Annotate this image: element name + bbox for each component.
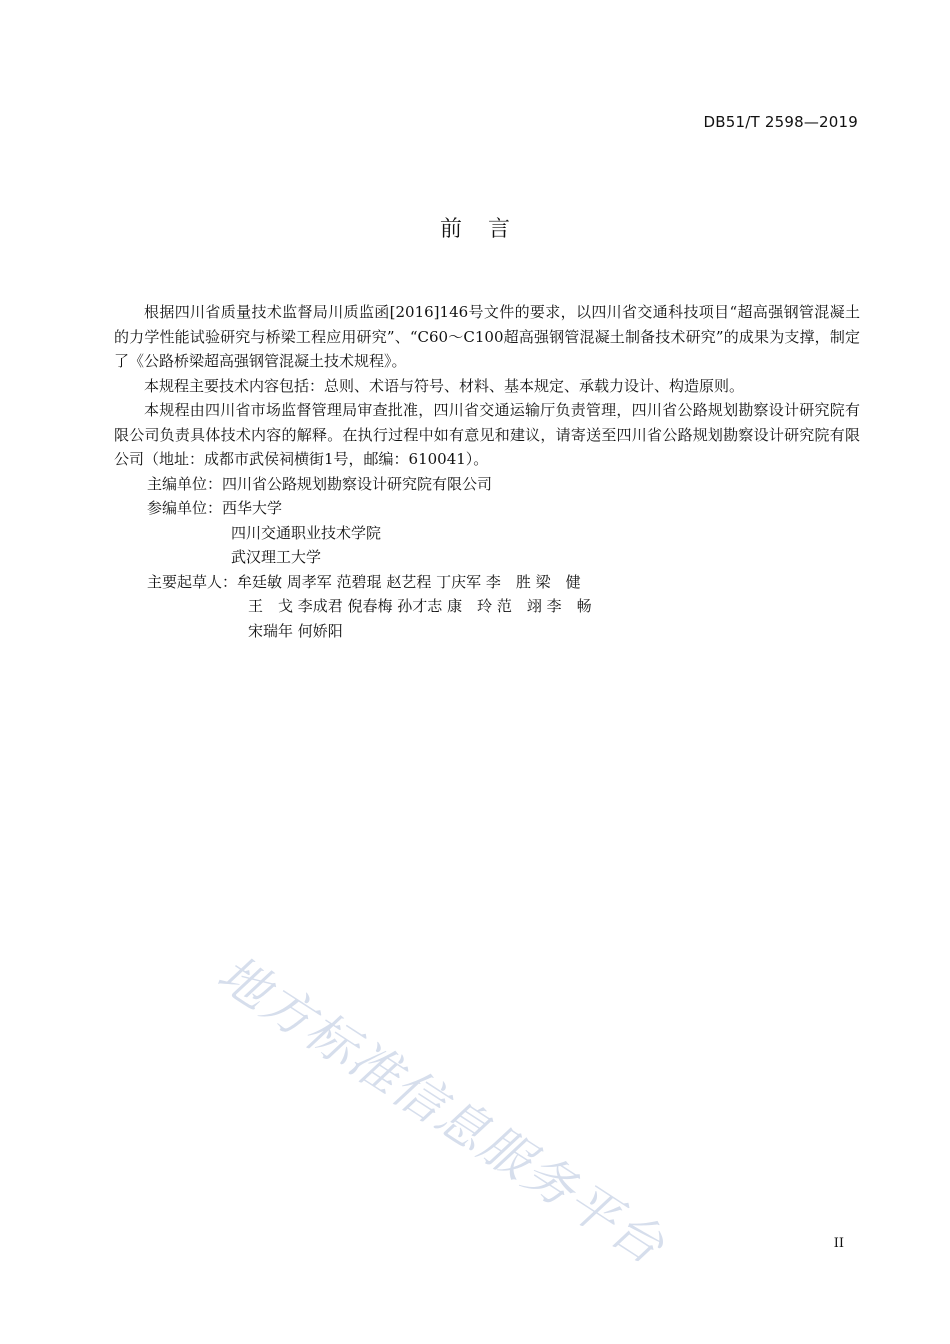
participating-unit-name: 武汉理工大学: [231, 548, 322, 566]
chief-unit-label: 主编单位：: [147, 474, 223, 493]
paragraph-management: 本规程由四川省市场监督管理局审查批准，四川省交通运输厅负责管理，四川省公路规划勘察设计研究院有限公司负责具体技术内容的解释。在执行过程中如有意见和建议，请寄送至四川省公路规划勘察设计研究院有限公司（地址：成都市武侯祠横街1号，邮编：610041）。: [114, 401, 860, 468]
page-number: II: [833, 1236, 844, 1251]
drafters-row: [114, 619, 860, 644]
foreword-body: [114, 300, 860, 643]
participating-unit-name: 西华大学: [222, 499, 283, 517]
page-title: 前言: [439, 217, 536, 242]
participating-unit-row: [114, 545, 860, 570]
drafters-row: [114, 594, 860, 619]
drafters-names: 王 戈 李成君 倪春梅 孙才志 康 玲 范 翊 李 畅: [248, 597, 592, 615]
drafters-names: 牟廷敏 周孝军 范碧琨 赵艺程 丁庆军 李 胜 梁 健: [237, 572, 581, 591]
drafters-row: [114, 570, 860, 595]
document-code: DB51/T 2598—2019: [703, 113, 858, 131]
participating-unit-row: [114, 521, 860, 546]
drafters-names: 宋瑞年 何娇阳: [248, 621, 343, 640]
paragraph-contents: 本规程主要技术内容包括：总则、术语与符号、材料、基本规定、承载力设计、构造原则。: [144, 376, 745, 395]
participating-unit-row: [114, 496, 860, 521]
paragraph-basis: 根据四川省质量技术监督局川质监函[2016]146号文件的要求，以四川省交通科技项目“超高强钢管混凝土的力学性能试验研究与桥梁工程应用研究”、“C60～C100超高强钢管混凝土制备技术研究”的成果为支撑，制定了《公路桥梁超高强钢管混凝土技术规程》。: [114, 303, 860, 370]
drafters-label: 主要起草人：: [147, 572, 238, 591]
participating-unit-label: 参编单位：: [147, 499, 223, 517]
participating-unit-name: 四川交通职业技术学院: [231, 523, 382, 542]
chief-unit-name: 四川省公路规划勘察设计研究院有限公司: [222, 474, 493, 493]
watermark: 地方标准信息服务平台: [207, 944, 676, 1277]
chief-unit-row: [114, 472, 860, 497]
